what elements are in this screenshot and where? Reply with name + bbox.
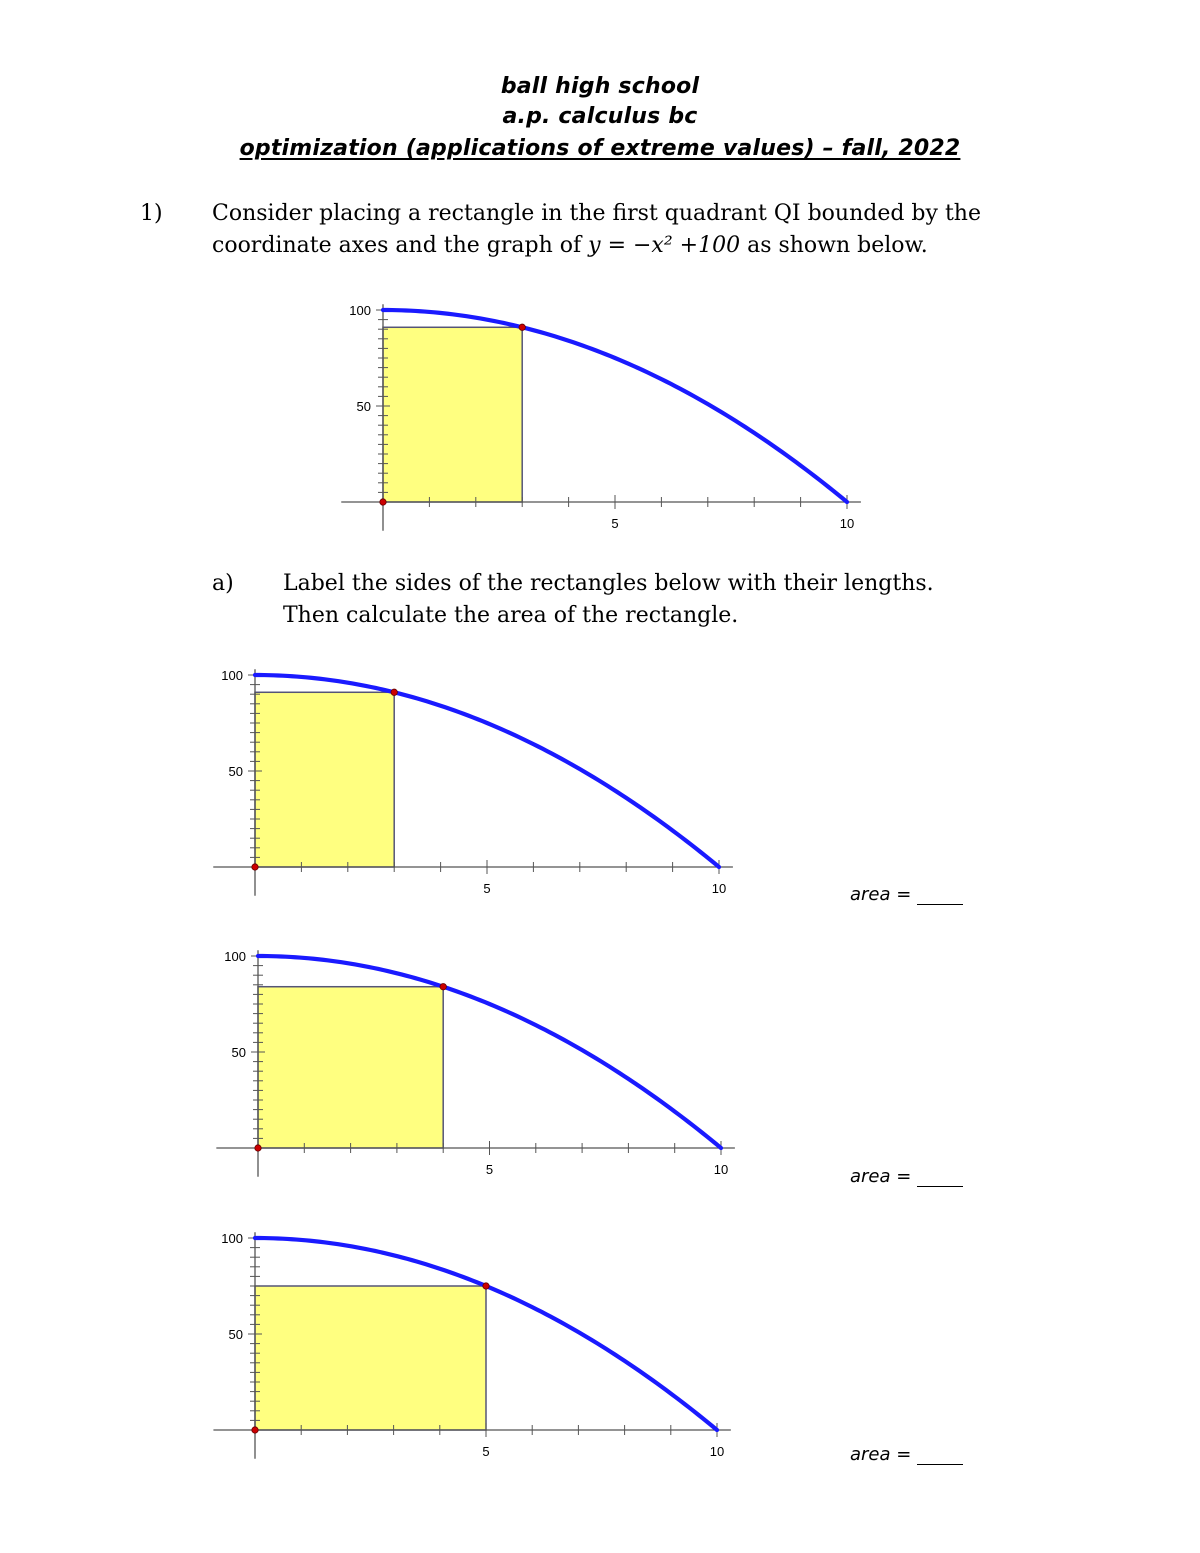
corner-point (440, 984, 446, 990)
x-tick-label: 5 (483, 881, 491, 896)
course-name: a.p. calculus bc (502, 104, 698, 129)
corner-point (519, 324, 525, 330)
area-answer-2 (850, 1166, 963, 1187)
x-tick-label: 10 (713, 1162, 729, 1177)
y-tick-label: 100 (349, 303, 371, 318)
x-tick-label: 5 (611, 516, 619, 531)
inscribed-rectangle (255, 692, 394, 867)
corner-point (391, 689, 397, 695)
graph-4 (213, 1231, 730, 1459)
y-tick-label: 50 (231, 1045, 246, 1060)
corner-point (483, 1283, 489, 1289)
origin-point (380, 499, 386, 505)
area-blank-2[interactable] (917, 1168, 963, 1187)
origin-point (252, 864, 258, 870)
graph-1 (341, 303, 861, 531)
question-equation: y = −x² +100 (588, 233, 741, 258)
inscribed-rectangle (383, 327, 522, 502)
inscribed-rectangle (255, 1286, 486, 1430)
question-line-1: Consider placing a rectangle in the first quadrant QI bounded by the (212, 201, 981, 226)
subquestion-line-1: Label the sides of the rectangles below with their lengths. (283, 571, 934, 596)
y-tick-label: 50 (228, 1327, 243, 1342)
school-name: ball high school (500, 74, 700, 99)
origin-point (255, 1145, 261, 1151)
graph-2 (213, 668, 733, 896)
y-tick-label: 100 (221, 668, 243, 683)
x-tick-label: 5 (485, 1162, 494, 1177)
area-answer-1 (850, 884, 963, 905)
subquestion-text (283, 568, 1003, 632)
y-tick-label: 100 (221, 1231, 243, 1246)
area-blank-3[interactable] (917, 1446, 963, 1465)
area-label-3: area = (850, 1444, 912, 1465)
area-answer-3 (850, 1444, 963, 1465)
subquestion-label: a) (212, 571, 234, 596)
y-tick-label: 50 (356, 399, 371, 414)
area-blank-1[interactable] (917, 886, 963, 905)
y-tick-label: 50 (228, 764, 243, 779)
x-tick-label: 10 (839, 516, 855, 531)
question-line-2-post: as shown below. (740, 233, 928, 258)
x-tick-label: 5 (482, 1444, 490, 1459)
question-line-2-pre: coordinate axes and the graph of (212, 233, 589, 258)
area-label-1: area = (850, 884, 912, 905)
origin-point (252, 1427, 258, 1433)
area-label-2: area = (850, 1166, 912, 1187)
inscribed-rectangle (258, 987, 443, 1148)
graph-3 (216, 949, 735, 1177)
x-tick-label: 10 (711, 881, 727, 896)
question-number: 1) (140, 201, 163, 226)
worksheet-title: optimization (applications of extreme values) – fall, 2022 (239, 136, 961, 161)
x-tick-label: 10 (709, 1444, 725, 1459)
y-tick-label: 100 (224, 949, 246, 964)
subquestion-line-2: Then calculate the area of the rectangle. (283, 603, 739, 628)
